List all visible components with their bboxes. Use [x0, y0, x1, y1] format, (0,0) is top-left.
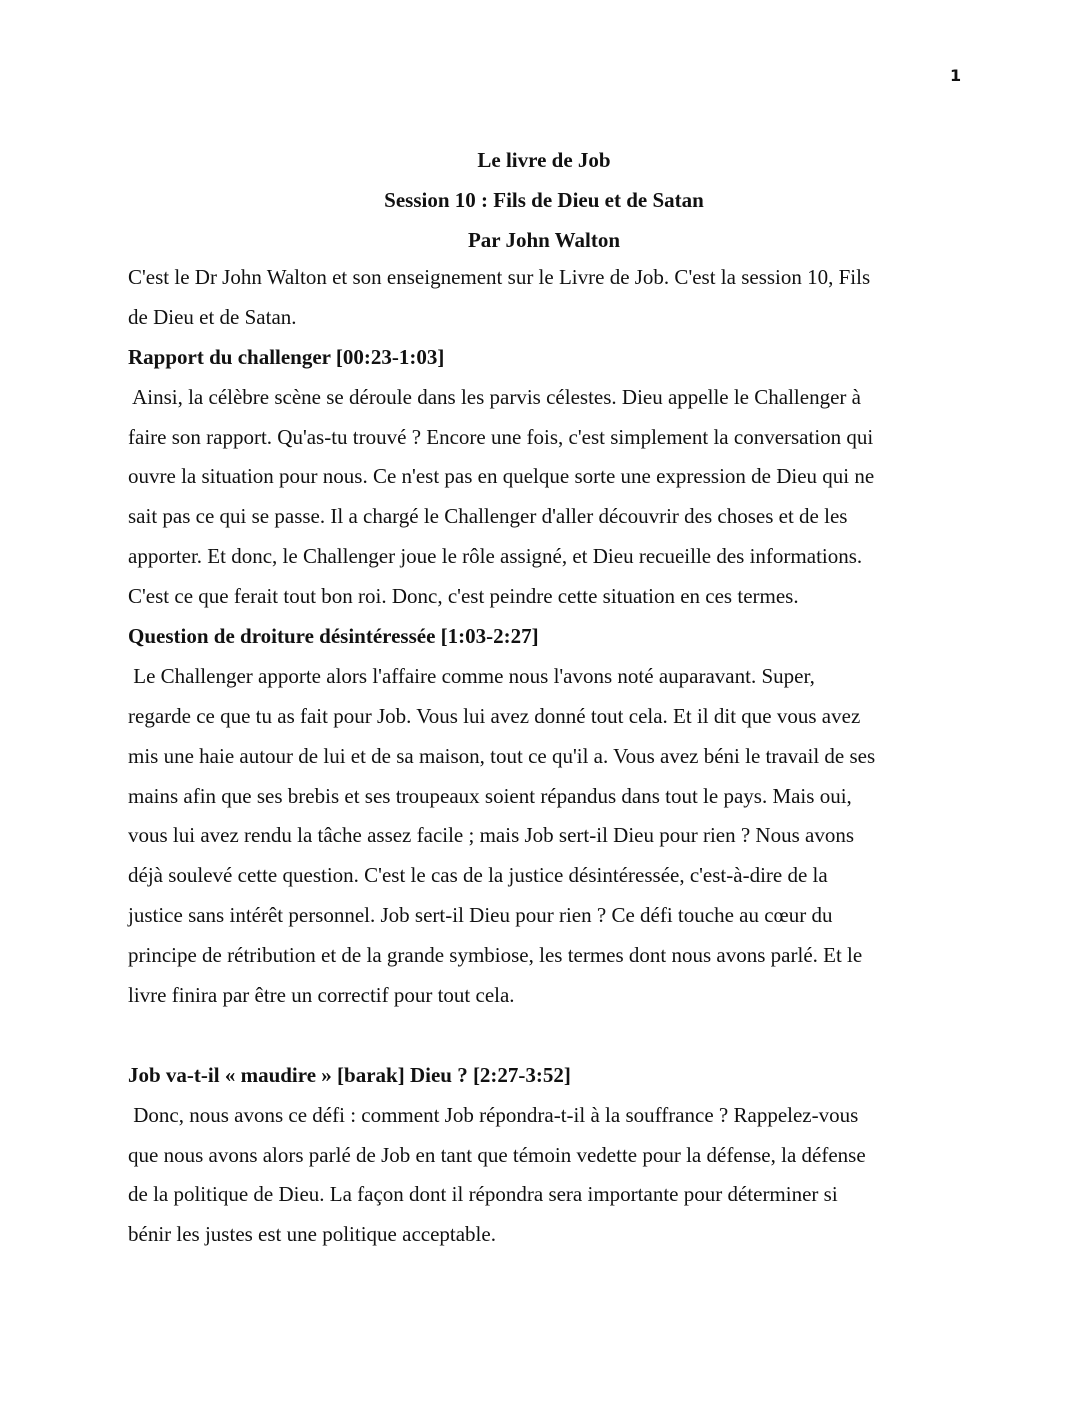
paragraph-line: vous lui avez rendu la tâche assez facile ; mais Job sert-il Dieu pour rien ? Nous avons	[128, 823, 855, 848]
paragraph-line: C'est ce que ferait tout bon roi. Donc, c'est peindre cette situation en ces termes.	[128, 584, 799, 609]
paragraph-line: justice sans intérêt personnel. Job sert-il Dieu pour rien ? Ce défi touche au cœur du	[128, 903, 833, 928]
document-body	[128, 258, 963, 1255]
page-number: 1	[950, 66, 962, 85]
paragraph-line: Le Challenger apporte alors l'affaire comme nous l'avons noté auparavant. Super,	[128, 663, 815, 688]
paragraph-line: déjà soulevé cette question. C'est le cas de la justice désintéressée, c'est-à-dire de la	[128, 863, 828, 888]
document-title	[0, 140, 1088, 260]
paragraph-line: mis une haie autour de lui et de sa maison, tout ce qu'il a. Vous avez béni le travail de ses	[128, 743, 876, 768]
paragraph-line: mains afin que ses brebis et ses troupeaux soient répandus dans tout le pays. Mais oui,	[128, 783, 852, 808]
paragraph-line: Donc, nous avons ce défi : comment Job répondra-t-il à la souffrance ? Rappelez-vous	[128, 1102, 859, 1127]
section-heading: Job va-t-il « maudire » [barak] Dieu ? [2:27-3:52]	[128, 1062, 571, 1087]
paragraph-line: apporter. Et donc, le Challenger joue le rôle assigné, et Dieu recueille des informations.	[128, 544, 863, 569]
paragraph-line: sait pas ce qui se passe. Il a chargé le Challenger d'aller découvrir des choses et de les	[128, 504, 848, 529]
intro-line: C'est le Dr John Walton et son enseignement sur le Livre de Job. C'est la session 10, Fils	[128, 265, 871, 289]
title-line-session: Session 10 : Fils de Dieu et de Satan	[384, 188, 704, 212]
section-heading: Rapport du challenger [00:23-1:03]	[128, 344, 445, 369]
title-line-book: Le livre de Job	[477, 148, 611, 172]
title-line-author: Par John Walton	[467, 228, 621, 252]
paragraph-line: que nous avons alors parlé de Job en tant que témoin vedette pour la défense, la défense	[128, 1142, 866, 1167]
paragraph-line: bénir les justes est une politique acceptable.	[128, 1222, 496, 1247]
intro-line: de Dieu et de Satan.	[128, 304, 297, 329]
paragraph-line: de la politique de Dieu. La façon dont il répondra sera importante pour déterminer si	[128, 1182, 838, 1207]
section-heading: Question de droiture désintéressée [1:03-2:27]	[128, 624, 539, 649]
paragraph-line: Ainsi, la célèbre scène se déroule dans les parvis célestes. Dieu appelle le Challenger à	[128, 384, 861, 409]
paragraph-line: regarde ce que tu as fait pour Job. Vous lui avez donné tout cela. Et il dit que vous avez	[128, 703, 861, 728]
paragraph-spacer	[128, 1016, 963, 1056]
paragraph-line: livre finira par être un correctif pour tout cela.	[128, 983, 515, 1008]
paragraph-line: ouvre la situation pour nous. Ce n'est pas en quelque sorte une expression de Dieu qui ne	[128, 464, 875, 489]
paragraph-line: principe de rétribution et de la grande symbiose, les termes dont nous avons parlé. Et le	[128, 943, 863, 968]
paragraph-line: faire son rapport. Qu'as-tu trouvé ? Encore une fois, c'est simplement la conversation qui	[128, 424, 874, 449]
